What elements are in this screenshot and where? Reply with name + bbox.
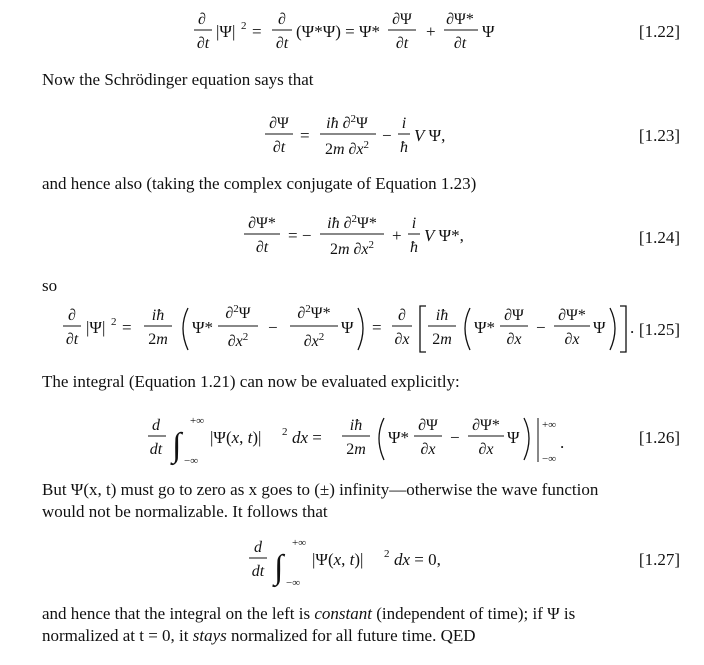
svg-text:∂t: ∂t [65, 331, 79, 348]
svg-text:2m: 2m [346, 441, 366, 458]
svg-text:∫: ∫ [274, 549, 284, 586]
equation-number-1-23: [1.23] [638, 126, 680, 145]
conclusion-line-1-start: and hence that the integral on the left is [42, 604, 315, 623]
svg-text:|Ψ|: |Ψ| [216, 22, 236, 41]
svg-text:ħ: ħ [400, 139, 408, 156]
equation-1-25 [58, 300, 638, 360]
svg-text:∂: ∂ [278, 11, 286, 28]
equation-1-27 [246, 530, 486, 594]
svg-text:∂t: ∂t [395, 35, 409, 52]
intro-schrodinger-text: Now the Schrödinger equation says that [42, 70, 314, 89]
equation-number-1-26: [1.26] [638, 428, 680, 447]
equation-1-23 [262, 108, 522, 160]
svg-text:iħ ∂2Ψ: iħ ∂$^2$Ψ [326, 113, 368, 132]
svg-text:∂t: ∂t [272, 139, 286, 156]
svg-text:i: i [401, 115, 407, 132]
svg-text:∂Ψ: ∂Ψ [392, 11, 412, 28]
svg-text:−∞: −∞ [286, 577, 301, 589]
svg-text:2: 2 [111, 316, 117, 328]
svg-text:∂t: ∂t [453, 35, 467, 52]
svg-text:dx =: dx = [292, 428, 322, 447]
svg-text:∂Ψ*: ∂Ψ* [248, 215, 276, 232]
equation-number-1-24: [1.24] [638, 228, 680, 247]
svg-text:|Ψ|: |Ψ| [86, 318, 106, 337]
svg-text:∂x: ∂x [506, 331, 522, 348]
svg-text:=: = [300, 126, 310, 145]
svg-text:∂Ψ: ∂Ψ [269, 115, 289, 132]
svg-text:+∞: +∞ [542, 419, 557, 431]
svg-text:iħ: iħ [435, 307, 449, 324]
svg-text:Ψ*: Ψ* [474, 318, 496, 337]
equation-1-22 [190, 4, 530, 56]
svg-text:ħ: ħ [410, 239, 418, 256]
svg-text:d: d [152, 417, 160, 434]
svg-text:−: − [536, 318, 546, 337]
svg-text:dt: dt [149, 441, 163, 458]
svg-text:∂x: ∂x [478, 441, 494, 458]
svg-text:−: − [450, 428, 460, 447]
integral-sentence: The integral (Equation 1.21) can now be evaluated explicitly: [42, 372, 460, 391]
svg-text:∂x: ∂x [420, 441, 436, 458]
svg-text:2: 2 [384, 548, 390, 560]
svg-text:∂: ∂ [198, 11, 206, 28]
svg-text:dx = 0,: dx = 0, [394, 550, 441, 569]
equation-number-1-25: [1.25] [638, 320, 680, 339]
svg-text:2m: 2m [148, 331, 168, 348]
svg-text:∂x: ∂x [394, 331, 410, 348]
svg-text:2m: 2m [432, 331, 452, 348]
svg-text:+: + [392, 226, 402, 245]
svg-text:iħ: iħ [349, 417, 363, 434]
svg-text:Ψ: Ψ [341, 318, 354, 337]
svg-text:∂: ∂ [68, 307, 76, 324]
svg-text:=: = [372, 318, 382, 337]
svg-text:∫: ∫ [172, 427, 182, 464]
svg-text:∂Ψ: ∂Ψ [504, 307, 524, 324]
svg-text:Ψ*: Ψ* [388, 428, 410, 447]
svg-text:(Ψ*Ψ) = Ψ*: (Ψ*Ψ) = Ψ* [296, 22, 381, 41]
normalizable-text-line-2: would not be normalizable. It follows that [42, 502, 328, 521]
svg-text:Ψ: Ψ [507, 428, 520, 447]
svg-text:|Ψ(x, t)|: |Ψ(x, t)| [312, 550, 364, 569]
svg-text:Ψ: Ψ [482, 22, 495, 41]
equation-1-24 [242, 208, 522, 262]
conclusion-line-2 [42, 624, 682, 648]
svg-text:2: 2 [282, 426, 288, 438]
svg-text:=: = [122, 318, 132, 337]
svg-text:∂Ψ: ∂Ψ [418, 417, 438, 434]
conclusion-line-1 [42, 602, 682, 626]
equation-number-1-22: [1.22] [638, 22, 680, 41]
svg-text:∂2Ψ: ∂$^2$Ψ [225, 303, 251, 322]
svg-text:∂x2: $\partial x^2$ [227, 331, 249, 350]
svg-text:+∞: +∞ [292, 537, 307, 549]
conclusion-line-2-start: normalized at t = 0, it [42, 626, 193, 645]
svg-text:V Ψ*,: V Ψ*, [424, 226, 464, 245]
svg-text:Ψ*: Ψ* [192, 318, 214, 337]
conjugate-sentence: and hence also (taking the complex conjugate of Equation 1.23) [42, 174, 477, 193]
svg-text:∂t: ∂t [196, 35, 210, 52]
svg-text:= −: = − [288, 226, 312, 245]
svg-text:∂Ψ*: ∂Ψ* [446, 11, 474, 28]
conclusion-line-1-end: (independent of time); if Ψ is [371, 604, 576, 623]
svg-text:+: + [426, 22, 436, 41]
svg-text:2m ∂x2: 2m $\partial x^2$ [329, 239, 375, 258]
equation-number-1-27: [1.27] [638, 550, 680, 569]
svg-text:∂t: ∂t [255, 239, 269, 256]
so-label: so [42, 276, 58, 295]
equation-1-26 [146, 408, 586, 472]
svg-text:2m ∂x2: 2m $\partial x^2$ [324, 139, 370, 158]
svg-text:−∞: −∞ [184, 455, 199, 467]
svg-text:2: 2 [241, 20, 247, 32]
svg-text:=: = [252, 22, 262, 41]
svg-text:−∞: −∞ [542, 453, 557, 465]
svg-text:∂x2: $\partial x^2$ [303, 331, 325, 350]
svg-text:d: d [254, 539, 262, 556]
svg-text:∂2Ψ*: ∂$^2$Ψ* [297, 303, 331, 322]
svg-text:iħ ∂2Ψ*: iħ ∂$^2$Ψ* [327, 213, 377, 232]
svg-text:.: . [560, 433, 565, 452]
constant-emphasis: constant [314, 604, 372, 623]
svg-text:+∞: +∞ [190, 415, 205, 427]
svg-text:.: . [630, 318, 635, 337]
svg-text:∂t: ∂t [275, 35, 289, 52]
svg-text:|Ψ(x, t)|: |Ψ(x, t)| [210, 428, 262, 447]
conclusion-line-2-end: normalized for all future time. QED [226, 626, 476, 645]
svg-text:∂Ψ*: ∂Ψ* [558, 307, 586, 324]
svg-text:iħ: iħ [151, 307, 165, 324]
svg-text:∂x: ∂x [564, 331, 580, 348]
normalizable-text-line-1: But Ψ(x, t) must go to zero as x goes to (±) infinity—otherwise the wave function [42, 480, 599, 499]
svg-text:−: − [382, 126, 392, 145]
svg-text:Ψ: Ψ [593, 318, 606, 337]
stays-emphasis: stays [192, 626, 227, 645]
svg-text:i: i [411, 215, 417, 232]
svg-text:∂: ∂ [398, 307, 406, 324]
svg-text:dt: dt [251, 563, 265, 580]
svg-text:−: − [268, 318, 278, 337]
svg-text:∂Ψ*: ∂Ψ* [472, 417, 500, 434]
svg-text:V Ψ,: V Ψ, [414, 126, 446, 145]
